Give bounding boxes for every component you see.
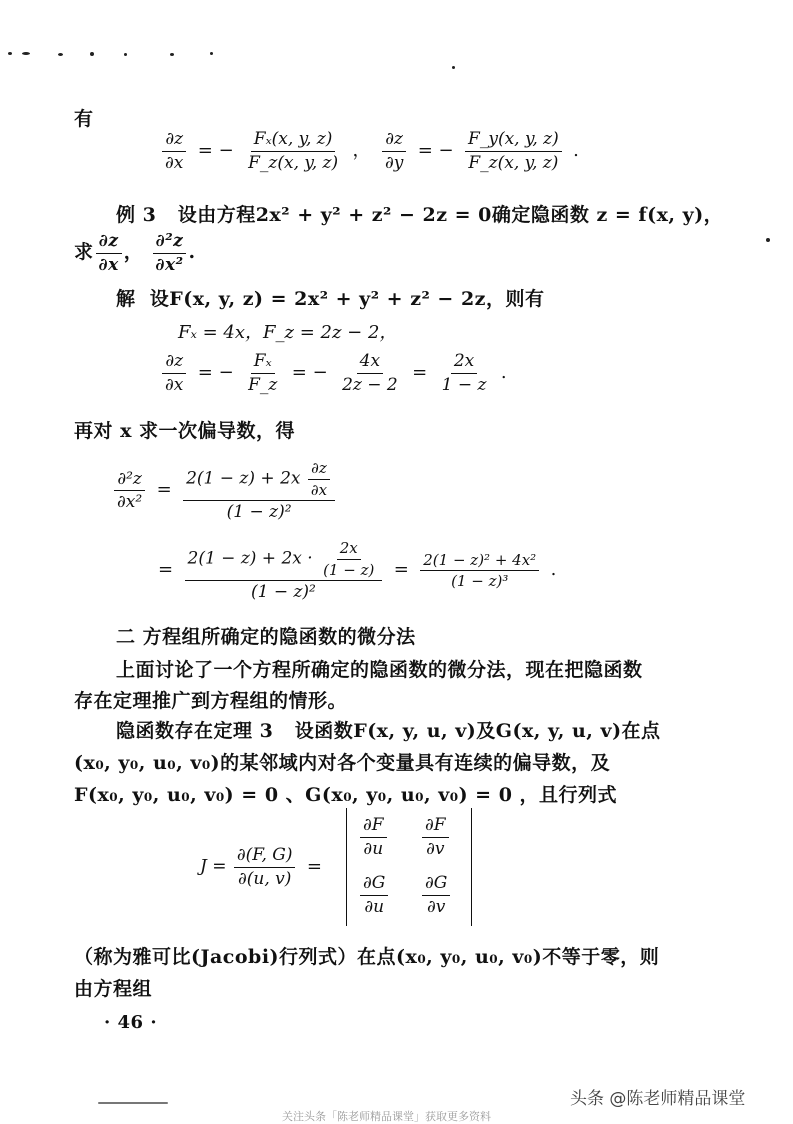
watermark-text: 头条 @陈老师精品课堂 — [570, 1089, 746, 1109]
fraction — [360, 816, 387, 858]
period: . — [188, 241, 196, 264]
section-title: 二 方程组所确定的隐函数的微分法 — [116, 626, 416, 648]
frac-num: ∂(F, G) — [234, 846, 296, 868]
fraction — [162, 352, 186, 394]
page-number: · 46 · — [104, 1012, 158, 1033]
fraction — [465, 130, 562, 172]
det-entry — [358, 874, 390, 916]
frac-num: 2x — [451, 352, 477, 374]
fraction — [420, 552, 539, 590]
period: . — [550, 559, 557, 581]
scan-speck — [58, 53, 63, 56]
frac-num: ∂z — [308, 460, 330, 480]
equation-second-derivative-1 — [112, 460, 337, 522]
frac-num: ∂z — [96, 232, 122, 254]
scan-speck — [124, 53, 127, 56]
frac-num: ∂F — [422, 816, 449, 838]
frac-num: 2(1 − z)² + 4x² — [420, 552, 539, 572]
frac-num: 4x — [357, 352, 383, 374]
det-entry — [420, 874, 452, 916]
frac-num: ∂z — [382, 130, 406, 152]
frac-num — [183, 460, 335, 501]
frac-den: (1 − z)² — [250, 582, 316, 602]
paragraph-line: 上面讨论了一个方程所确定的隐函数的微分法，现在把隐函数 — [116, 659, 643, 681]
fraction — [320, 540, 377, 578]
frac-den: ∂x² — [155, 254, 184, 275]
frac-num — [185, 540, 383, 581]
again-text: 再对 x 求一次偏导数，得 — [74, 420, 296, 442]
frac-den: ∂x — [165, 374, 184, 395]
example-text: 设由方程2x² + y² + z² − 2z = 0确定隐函数 z = f(x, y)， — [177, 204, 724, 226]
operator: = − — [291, 361, 328, 383]
frac-num: ∂z — [162, 130, 186, 152]
operator: = — [156, 479, 172, 501]
fraction — [96, 232, 122, 274]
separator: ， — [352, 139, 371, 161]
equation-dz-dx — [160, 352, 511, 394]
fraction — [339, 352, 401, 394]
frac-num: ∂²z — [153, 232, 187, 254]
fraction — [360, 874, 388, 916]
footer-text: 关注头条「陈老师精品课堂」获取更多资料 — [282, 1110, 491, 1123]
num-text: 2(1 − z) + 2x — [186, 468, 301, 489]
theorem-text: 设函数F(x, y, u, v)及G(x, y, u, v)在点 — [294, 720, 661, 742]
operator: = — [412, 361, 428, 383]
equation-partials-z — [160, 130, 583, 172]
frac-num: F_y(x, y, z) — [465, 130, 562, 152]
example3-line — [116, 200, 723, 227]
fraction — [152, 232, 186, 274]
theorem-line: F(x₀, y₀, u₀, v₀) = 0 、G(x₀, y₀, u₀, v₀) = 0 ，且行列式 — [74, 784, 618, 806]
frac-den: ∂v — [426, 896, 446, 917]
scan-speck — [766, 238, 770, 242]
operator: = − — [197, 139, 234, 161]
scan-speck — [210, 52, 213, 55]
jacobian-lhs — [200, 846, 326, 888]
frac-den: ∂x — [165, 152, 184, 173]
theorem-line — [116, 716, 661, 743]
frac-den: (1 − z) — [323, 560, 375, 579]
paragraph-line: 存在定理推广到方程组的情形。 — [74, 690, 348, 712]
equation-second-derivative-2 — [154, 540, 560, 602]
operator: = — [306, 855, 322, 877]
frac-num: ∂F — [360, 816, 387, 838]
frac-den: F_z(x, y, z) — [248, 152, 339, 173]
fraction — [185, 540, 383, 602]
jacobian-symbol: J = — [200, 856, 227, 877]
det-entry — [420, 816, 451, 858]
frac-den: ∂y — [384, 152, 404, 173]
frac-den: F_z — [248, 374, 278, 395]
theorem-line: (x₀, y₀, u₀, v₀)的某邻域内对各个变量具有连续的偏导数，及 — [74, 752, 611, 774]
frac-den: ∂x — [98, 254, 119, 275]
frac-den: ∂(u, v) — [237, 868, 292, 889]
frac-num: ∂G — [360, 874, 388, 896]
operator: = — [393, 559, 409, 581]
separator: ， — [123, 241, 144, 264]
frac-den: F_z(x, y, z) — [468, 152, 559, 173]
frac-den: (1 − z)² — [226, 502, 292, 522]
paragraph-line: （称为雅可比(Jacobi)行列式）在点(x₀, y₀, u₀, v₀)不等于零，则 — [74, 946, 660, 968]
frac-num: ∂G — [422, 874, 450, 896]
example3-ask — [74, 232, 196, 274]
frac-num: Fₓ(x, y, z) — [251, 130, 336, 152]
solution-partials: Fₓ = 4x，F_z = 2z − 2， — [178, 322, 398, 343]
scan-speck — [90, 52, 94, 56]
fraction — [308, 460, 330, 498]
scan-speck — [22, 52, 30, 55]
frac-den: ∂u — [363, 838, 384, 859]
fraction — [245, 130, 341, 172]
fraction — [439, 352, 490, 394]
frac-den: ∂u — [364, 896, 385, 917]
period: . — [573, 139, 579, 161]
frac-num: ∂z — [162, 352, 186, 374]
fraction — [422, 874, 450, 916]
frac-den: (1 − z)³ — [451, 572, 509, 591]
scan-speck — [8, 52, 12, 55]
frac-num: 2x — [337, 540, 361, 560]
paragraph-line: 由方程组 — [74, 978, 153, 1000]
solution-label: 解 — [116, 288, 136, 310]
fraction — [245, 352, 280, 394]
operator: = − — [417, 139, 454, 161]
example-label: 例 3 — [116, 204, 157, 226]
frac-den: ∂x — [310, 480, 328, 499]
fraction — [114, 470, 145, 512]
ask-prefix: 求 — [74, 241, 94, 264]
frac-den: ∂x² — [117, 492, 143, 513]
operator: = − — [197, 361, 234, 383]
scan-speck — [452, 66, 455, 69]
fraction — [162, 130, 186, 172]
frac-num: Fₓ — [251, 352, 275, 374]
text-you: 有 — [74, 108, 94, 130]
fraction — [183, 460, 335, 522]
scan-speck — [170, 53, 174, 56]
fraction — [382, 130, 406, 172]
scan-speck — [98, 1102, 168, 1104]
frac-den: 2z − 2 — [342, 374, 398, 395]
period: . — [500, 361, 507, 383]
num-text: 2(1 − z) + 2x · — [187, 548, 313, 569]
fraction — [234, 846, 296, 888]
theorem-label: 隐函数存在定理 3 — [116, 720, 274, 742]
det-entry — [358, 816, 389, 858]
operator: = — [158, 559, 174, 581]
frac-num: ∂²z — [114, 470, 145, 492]
solution-text: 设F(x, y, z) = 2x² + y² + z² − 2z，则有 — [149, 288, 545, 310]
frac-den: 1 − z — [441, 374, 487, 395]
fraction — [422, 816, 449, 858]
frac-den: ∂v — [426, 838, 445, 859]
solution-line — [116, 284, 544, 311]
